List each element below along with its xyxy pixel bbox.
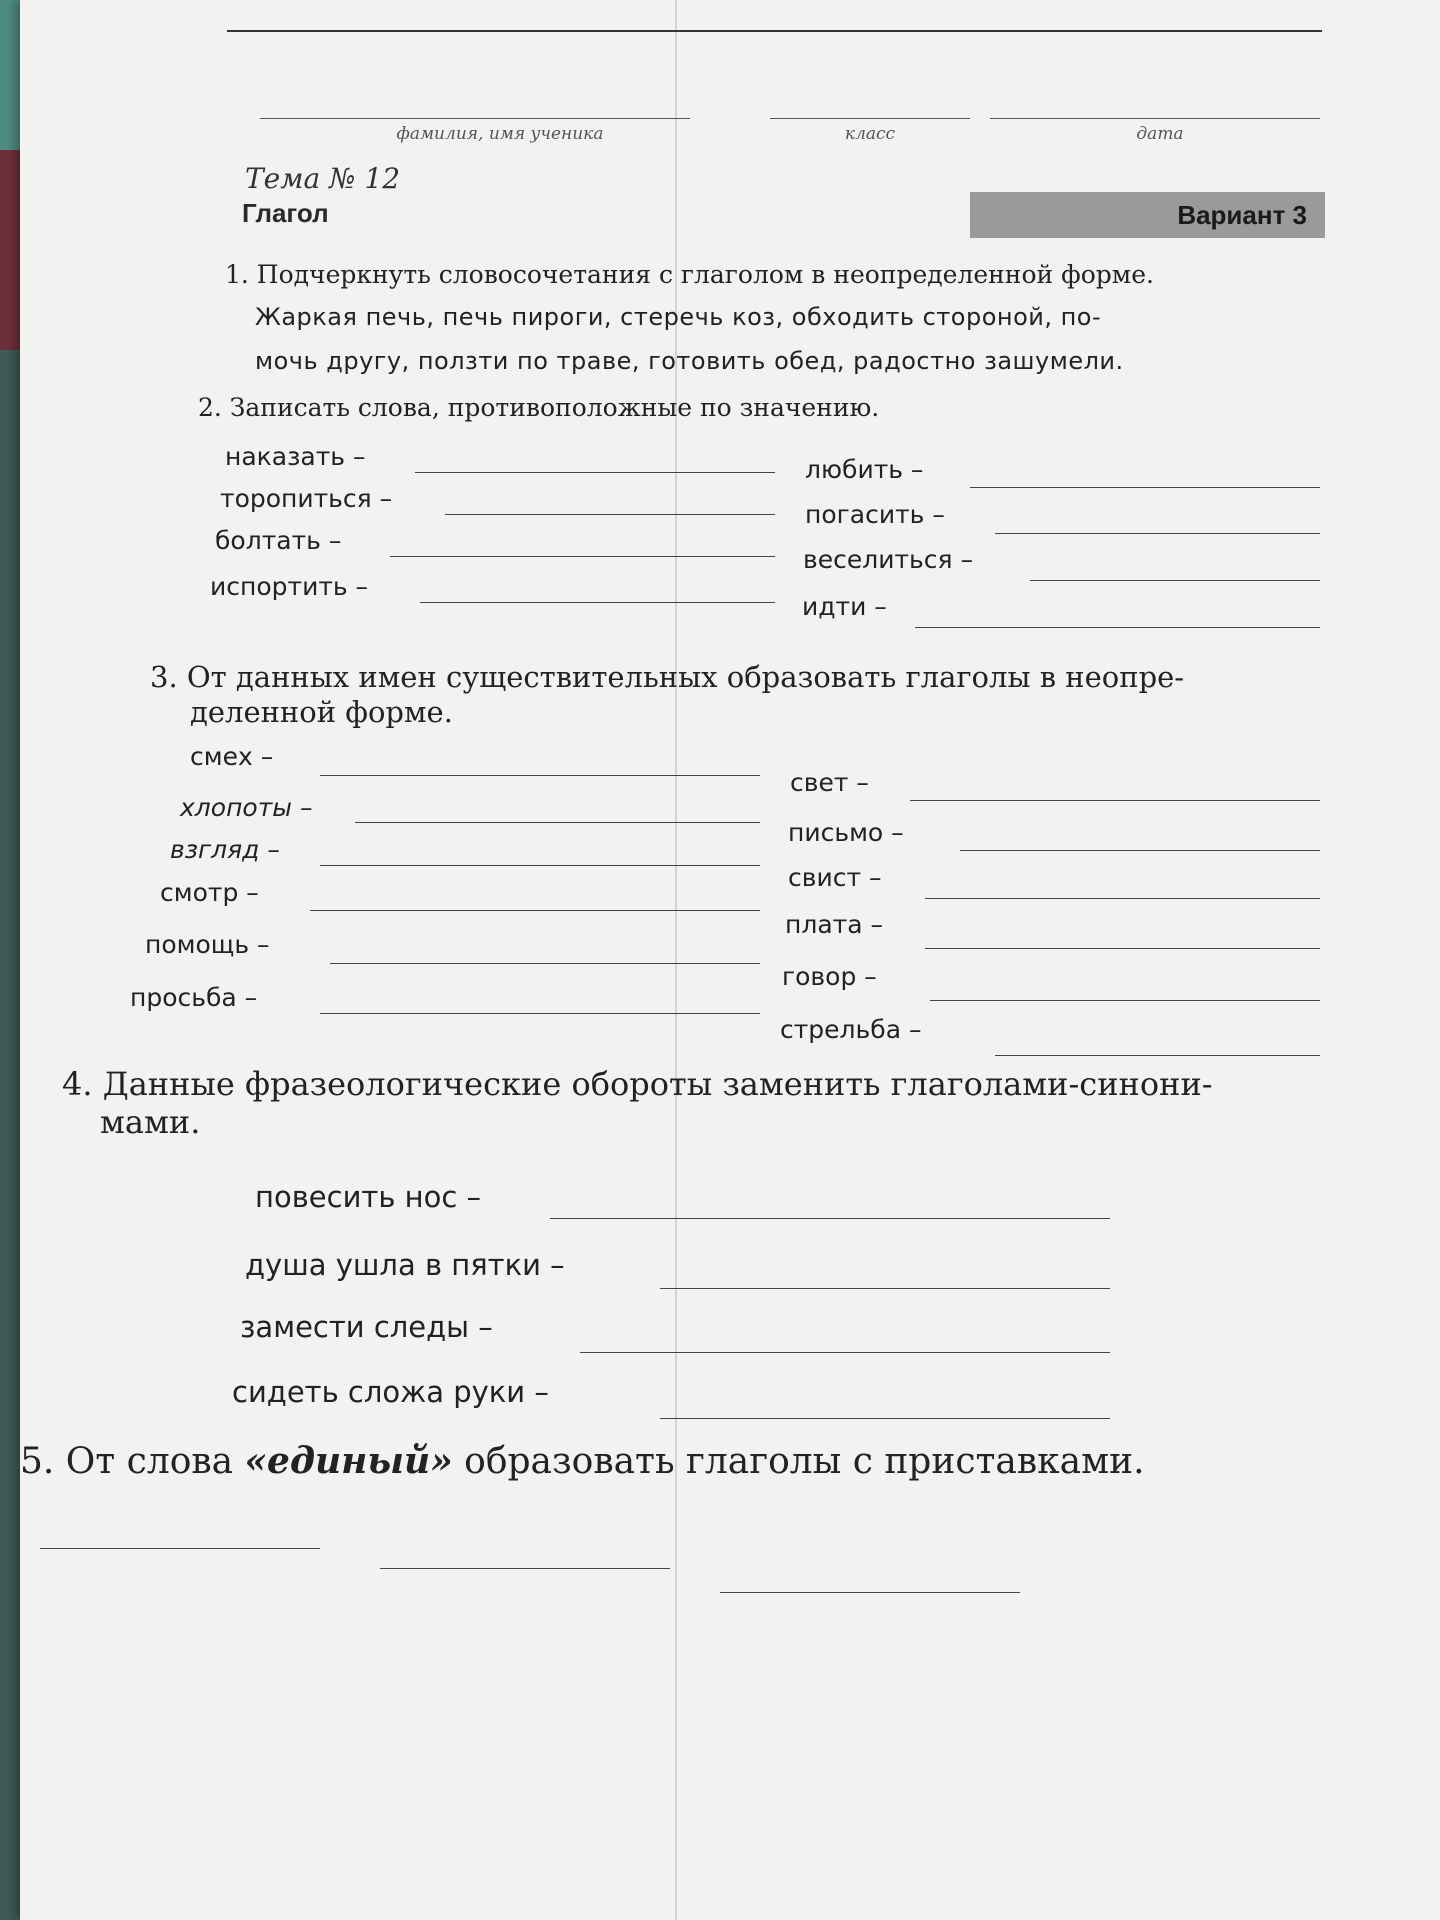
task3-answer-line[interactable] <box>925 948 1320 949</box>
task4-answer-line[interactable] <box>550 1218 1110 1219</box>
task3-left-word: смех – <box>190 742 274 771</box>
task5-answer-line[interactable] <box>40 1548 320 1549</box>
task3-answer-line[interactable] <box>330 963 760 964</box>
subject-title: Глагол <box>242 198 329 228</box>
task3-answer-line[interactable] <box>320 1013 760 1014</box>
task3-answer-line[interactable] <box>320 865 760 866</box>
task1-line2[interactable]: мочь другу, ползти по траве, готовить обед, радостно зашумели. <box>255 347 1124 375</box>
top-rule <box>227 30 1322 32</box>
task2-answer-line[interactable] <box>445 514 775 515</box>
task5-answer-line[interactable] <box>720 1592 1020 1593</box>
task2-answer-line[interactable] <box>970 487 1320 488</box>
task3-answer-line[interactable] <box>910 800 1320 801</box>
task4-phrase: душа ушла в пятки – <box>245 1248 565 1282</box>
task3-right-word: свист – <box>788 863 882 892</box>
task3-left-word: смотр – <box>160 878 259 907</box>
task2-answer-line[interactable] <box>915 627 1320 628</box>
task2-title: 2. Записать слова, противоположные по значению. <box>198 393 880 422</box>
task3-right-word: плата – <box>785 910 883 939</box>
task3-left-word: взгляд – <box>170 835 280 864</box>
task4-answer-line[interactable] <box>660 1418 1110 1419</box>
task5-title <box>20 1440 1145 1482</box>
task3-title-line2: деленной форме. <box>190 695 453 729</box>
task3-right-word: стрельба – <box>780 1015 922 1044</box>
topic-number: Тема № 12 <box>245 162 401 195</box>
task2-answer-line[interactable] <box>390 556 775 557</box>
task4-phrase: сидеть сложа руки – <box>232 1375 549 1409</box>
task4-phrase: замести следы – <box>240 1310 493 1344</box>
task1-title: 1. Подчеркнуть словосочетания с глаголом в неопределенной форме. <box>225 260 1154 289</box>
task2-answer-line[interactable] <box>1030 580 1320 581</box>
task3-answer-line[interactable] <box>925 898 1320 899</box>
task2-right-word: погасить – <box>805 500 945 529</box>
class-caption: класс <box>844 124 896 144</box>
task2-left-word: испортить – <box>210 572 369 601</box>
task3-left-word: просьба – <box>130 983 258 1012</box>
student-name-caption: фамилия, имя ученика <box>396 124 604 144</box>
task2-right-word: веселиться – <box>803 545 973 574</box>
worksheet-page <box>20 0 1440 1920</box>
task3-answer-line[interactable] <box>355 822 760 823</box>
task4-answer-line[interactable] <box>580 1352 1110 1353</box>
task4-title-line1: 4. Данные фразеологические обороты заменить глаголами-синони- <box>62 1065 1213 1103</box>
task2-left-word: торопиться – <box>220 484 393 513</box>
task3-left-word: помощь – <box>145 930 270 959</box>
task4-title-line2: мами. <box>100 1103 201 1141</box>
task3-right-word: письмо – <box>788 818 904 847</box>
task3-answer-line[interactable] <box>310 910 760 911</box>
task3-answer-line[interactable] <box>930 1000 1320 1001</box>
task2-left-word: болтать – <box>215 526 342 555</box>
task5-title-prefix: 5. От слова <box>20 1441 245 1482</box>
task3-right-word: говор – <box>782 962 877 991</box>
task2-answer-line[interactable] <box>420 602 775 603</box>
task1-line1[interactable]: Жаркая печь, печь пироги, стеречь коз, обходить стороной, по- <box>255 303 1102 331</box>
task2-left-word: наказать – <box>225 442 366 471</box>
task2-answer-line[interactable] <box>995 533 1320 534</box>
task3-answer-line[interactable] <box>995 1055 1320 1056</box>
date-caption: дата <box>1136 124 1184 144</box>
class-line[interactable] <box>770 118 970 119</box>
task5-key-word: «единый» <box>244 1440 453 1482</box>
date-line[interactable] <box>990 118 1320 119</box>
variant-label: Вариант 3 <box>1177 199 1307 230</box>
task3-left-word: хлопоты – <box>180 793 313 822</box>
task3-title-line1: 3. От данных имен существительных образовать глаголы в неопре- <box>150 660 1185 694</box>
task3-answer-line[interactable] <box>320 775 760 776</box>
student-name-line[interactable] <box>260 118 690 119</box>
task5-answer-line[interactable] <box>380 1568 670 1569</box>
task5-title-suffix: образовать глаголы с приставками. <box>452 1441 1145 1482</box>
task3-answer-line[interactable] <box>960 850 1320 851</box>
task2-right-word: любить – <box>805 455 924 484</box>
task4-phrase: повесить нос – <box>255 1180 481 1214</box>
task2-right-word: идти – <box>802 592 887 621</box>
task4-answer-line[interactable] <box>660 1288 1110 1289</box>
task3-right-word: свет – <box>790 768 869 797</box>
variant-badge <box>970 192 1325 238</box>
task2-answer-line[interactable] <box>415 472 775 473</box>
